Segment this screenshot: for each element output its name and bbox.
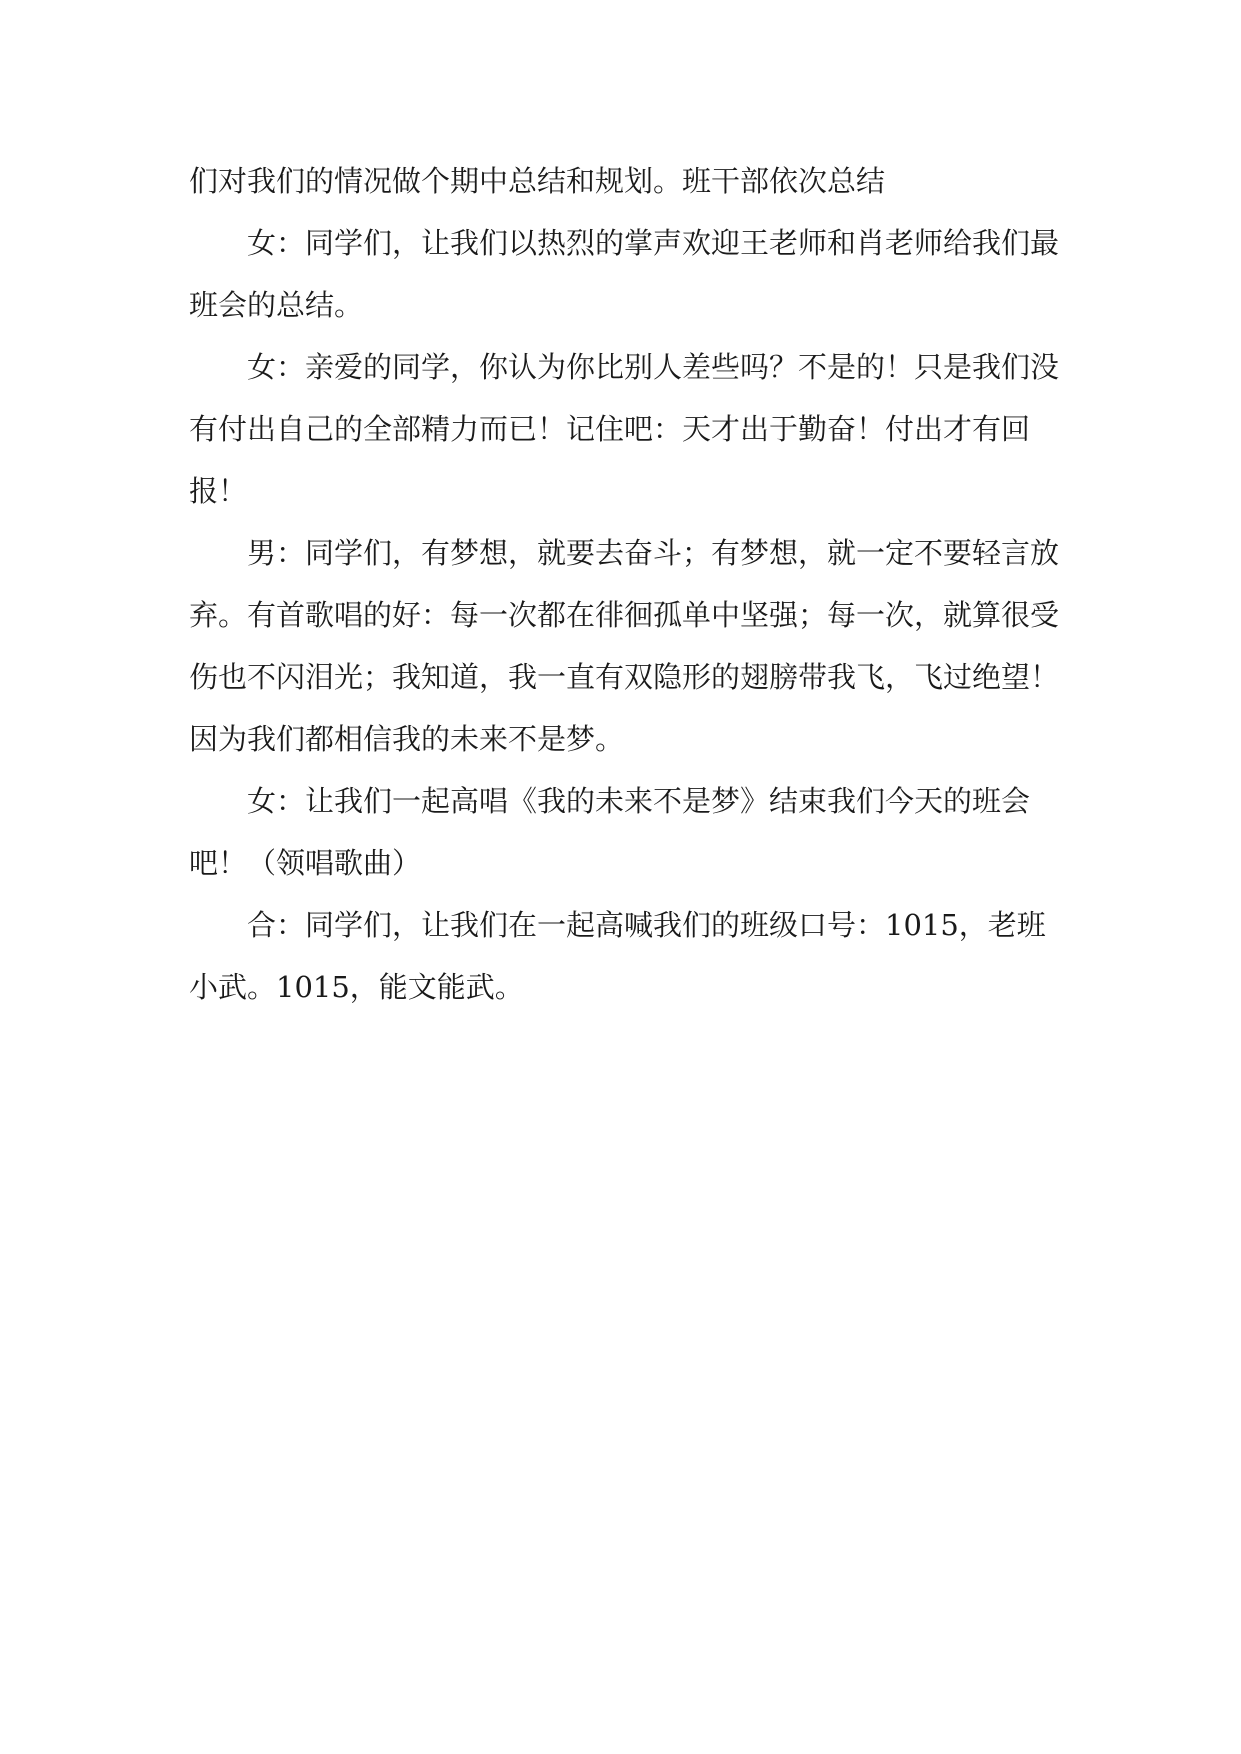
paragraph-slogan: 合：同学们，让我们在一起高喊我们的班级口号：1015，老班小武。1015，能文能武。 [189, 908, 1046, 1004]
paragraph-continuation: 们对我们的情况做个期中总结和规划。班干部依次总结 [189, 164, 886, 198]
paragraph-applause: 女：同学们，让我们以热烈的掌声欢迎王老师和肖老师给我们最班会的总结。 [189, 226, 1060, 322]
paragraph-dream: 男：同学们，有梦想，就要去奋斗；有梦想，就一定不要轻言放弃。有首歌唱的好：每一次都在徘徊孤单中坚强；每一次，就算很受伤也不闪泪光；我知道，我一直有双隐形的翅膀带我飞，飞过绝望！因为我们都相信我的未来不是梦。 [189, 536, 1060, 756]
paragraph-diligence: 女：亲爱的同学，你认为你比别人差些吗？不是的！只是我们没有付出自己的全部精力而已！记住吧：天才出于勤奋！付出才有回报！ [189, 350, 1060, 508]
document-body [189, 150, 1069, 1018]
paragraph-song: 女：让我们一起高唱《我的未来不是梦》结束我们今天的班会吧！（领唱歌曲） [189, 784, 1031, 880]
